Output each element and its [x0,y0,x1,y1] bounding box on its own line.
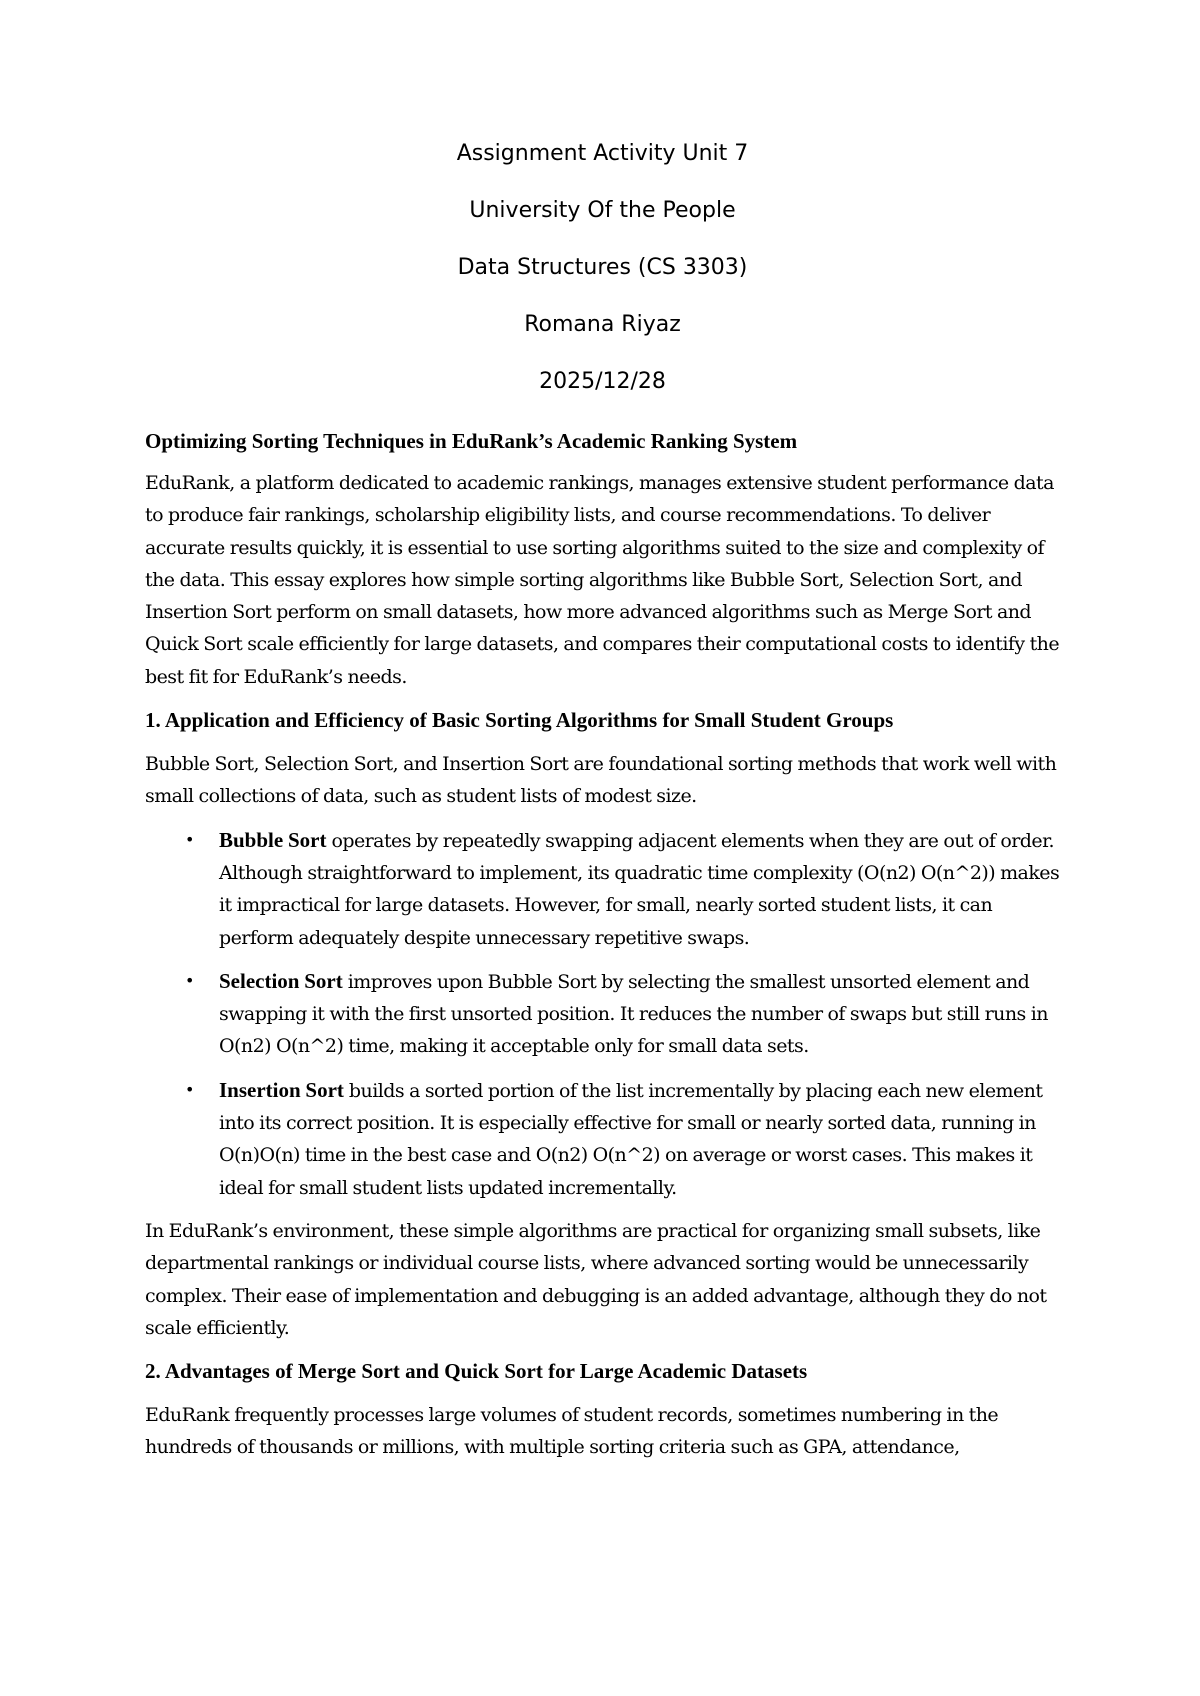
list-item-insertion-sort [145,1074,1060,1204]
section-1-heading: 1. Application and Efficiency of Basic Sorting Algorithms for Small Student Groups [145,708,894,733]
university-name: University Of the People [469,198,736,223]
sorting-algorithm-list [145,824,1060,1204]
term-bubble-sort: Bubble Sort [219,827,327,852]
description-bubble-sort: operates by repeatedly swapping adjacent elements when they are out of order. Although straightforward to implement, its quadratic time complexity (O(n2) O(n^2)) makes it impractical for large datasets. However, for small, nearly sorted student lists, it can perform adequately despite unnecessary repetitive swaps. [219,829,1060,949]
bullet-icon: • [185,970,194,990]
course-name: Data Structures (CS 3303) [457,255,748,280]
intro-paragraph: EduRank, a platform dedicated to academic rankings, manages extensive student performance data to produce fair rankings, scholarship eligibility lists, and course recommendations. To deliver accurate results quickly, it is essential to use sorting algorithms suited to the size and complexity of the data. This essay explores how simple sorting algorithms like Bubble Sort, Selection Sort, and Insertion Sort perform on small datasets, how more advanced algorithms such as Merge Sort and Quick Sort scale efficiently for large datasets, and compares their computational costs to identify the best fit for EduRank’s needs. [145,472,1060,688]
section-1-closing-paragraph: In EduRank’s environment, these simple algorithms are practical for organizing small subsets, like departmental rankings or individual course lists, where advanced sorting would be unnecessarily complex. Their ease of implementation and debugging is an added advantage, although they do not scale efficiently. [145,1219,1047,1339]
bullet-icon: • [185,1079,194,1099]
section-1-lead-paragraph: Bubble Sort, Selection Sort, and Insertion Sort are foundational sorting methods that work well with small collections of data, such as student lists of modest size. [145,753,1057,808]
section-2-lead-paragraph: EduRank frequently processes large volumes of student records, sometimes numbering in the hundreds of thousands or millions, with multiple sorting criteria such as GPA, attendance, [145,1404,999,1459]
document-page [145,140,1060,1475]
description-insertion-sort: builds a sorted portion of the list incrementally by placing each new element into its correct position. It is especially effective for small or nearly sorted data, running in O(n)O(n) time in the best case and O(n2) O(n^2) on average or worst cases. This makes it ideal for small student lists updated incrementally. [219,1079,1043,1199]
cover-header [145,140,1060,396]
essay-title: Optimizing Sorting Techniques in EduRank’s Academic Ranking System [145,429,798,453]
term-insertion-sort: Insertion Sort [219,1077,344,1102]
term-selection-sort: Selection Sort [219,968,343,993]
assignment-title: Assignment Activity Unit 7 [456,141,749,166]
list-item-bubble-sort [145,824,1060,954]
submission-date: 2025/12/28 [539,369,666,394]
description-selection-sort: improves upon Bubble Sort by selecting the smallest unsorted element and swapping it with the first unsorted position. It reduces the number of swaps but still runs in O(n2) O(n^2) time, making it acceptable only for small data sets. [219,970,1048,1058]
author-name: Romana Riyaz [524,312,681,337]
section-2-heading: 2. Advantages of Merge Sort and Quick Sort for Large Academic Datasets [145,1359,808,1384]
list-item-selection-sort [145,965,1060,1063]
bullet-icon: • [185,829,194,849]
